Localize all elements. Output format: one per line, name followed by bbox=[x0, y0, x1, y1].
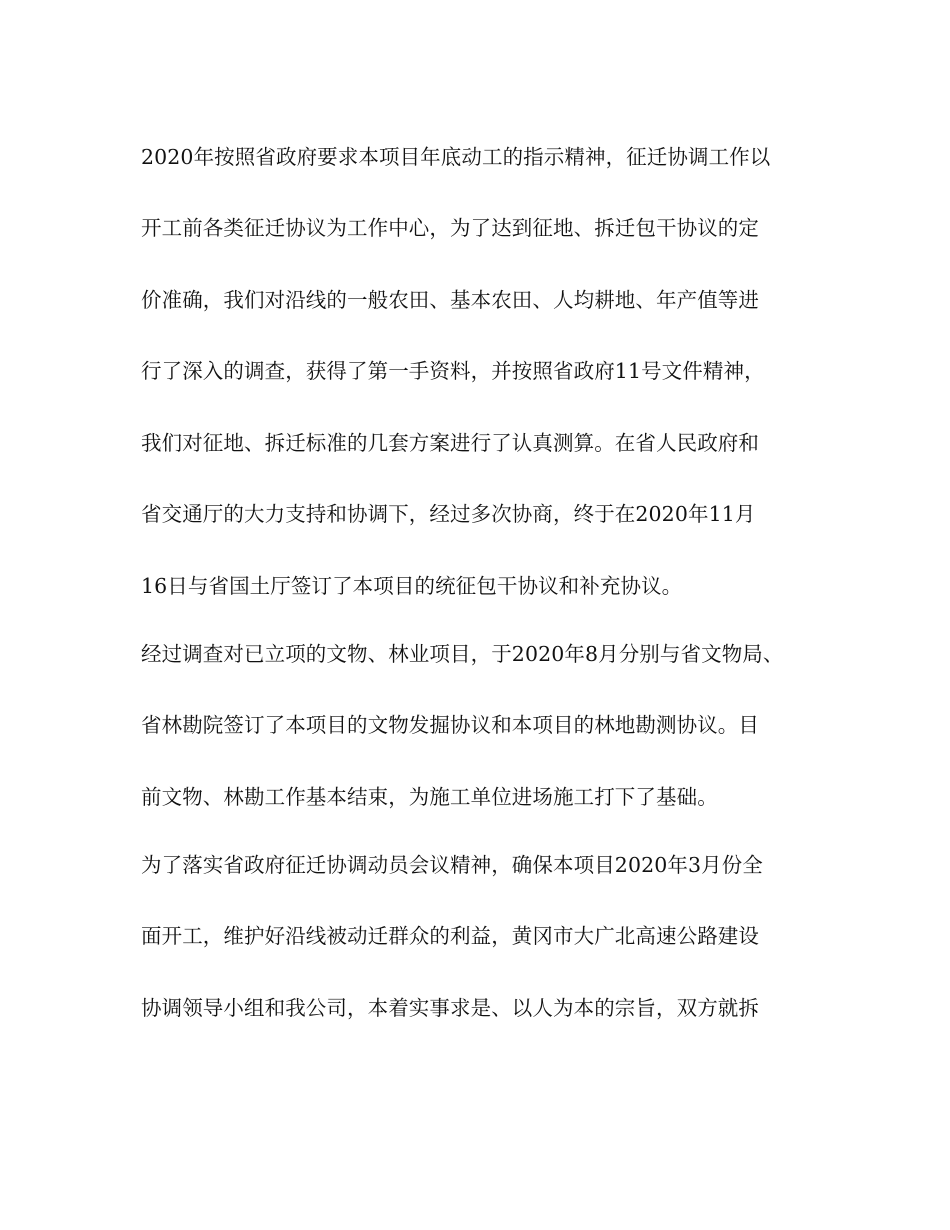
paragraph-2-line-1: 经过调查对已立项的文物、林业项目，于2020年8月分别与省文物局、 bbox=[141, 642, 784, 666]
paragraph-2-line-3: 前文物、林勘工作基本结束，为施工单位进场施工打下了基础。 bbox=[141, 785, 718, 809]
paragraph-3-line-1: 为了落实省政府征迁协调动员会议精神，确保本项目2020年3月份全 bbox=[141, 853, 763, 877]
paragraph-1-line-2: 开工前各类征迁协议为工作中心，为了达到征地、拆迁包干协议的定 bbox=[141, 216, 759, 240]
paragraph-1-line-6: 省交通厅的大力支持和协调下，经过多次协商，终于在2020年11月 bbox=[141, 502, 756, 526]
paragraph-3-line-3: 协调领导小组和我公司，本着实事求是、以人为本的宗旨，双方就拆 bbox=[141, 996, 759, 1020]
paragraph-1-line-7: 16日与省国土厅签订了本项目的统征包干协议和补充协议。 bbox=[141, 574, 683, 598]
paragraph-1-line-4: 行了深入的调查，获得了第一手资料，并按照省政府11号文件精神， bbox=[141, 359, 765, 383]
paragraph-2-line-2: 省林勘院签订了本项目的文物发掘协议和本项目的林地勘测协议。目 bbox=[141, 713, 759, 737]
paragraph-1-line-1: 2020年按照省政府要求本项目年底动工的指示精神，征迁协调工作以 bbox=[141, 145, 771, 169]
paragraph-3-line-2: 面开工，维护好沿线被动迁群众的利益，黄冈市大广北高速公路建设 bbox=[141, 924, 759, 948]
paragraph-1-line-5: 我们对征地、拆迁标准的几套方案进行了认真测算。在省人民政府和 bbox=[141, 431, 759, 455]
paragraph-1-line-3: 价准确，我们对沿线的一般农田、基本农田、人均耕地、年产值等进 bbox=[141, 288, 759, 312]
